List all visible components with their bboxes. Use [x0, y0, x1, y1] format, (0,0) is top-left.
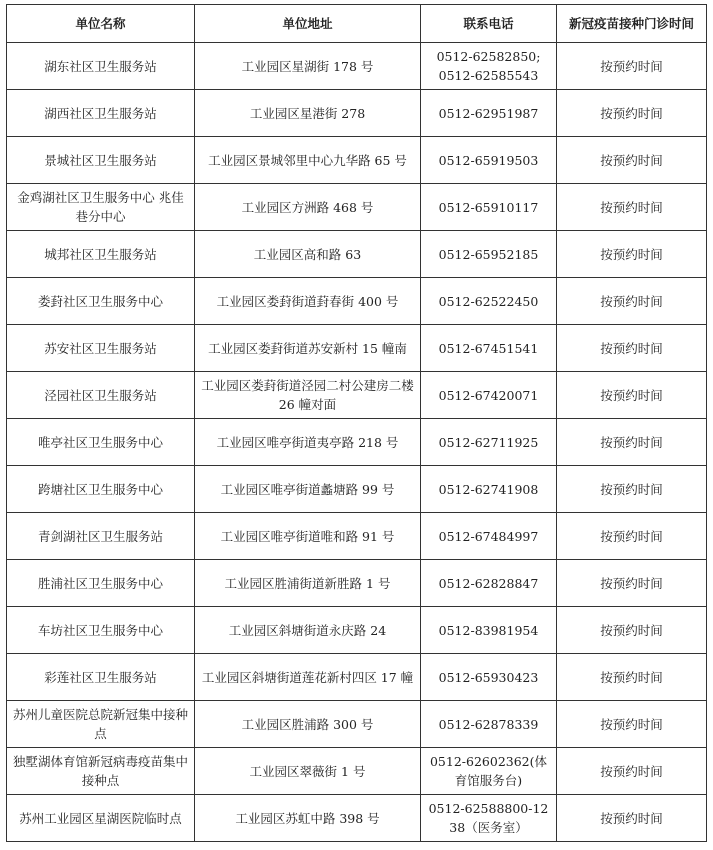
table-row — [7, 419, 707, 466]
unit-address-cell: 工业园区苏虹中路 398 号 — [195, 795, 421, 842]
table-row — [7, 560, 707, 607]
table-row — [7, 795, 707, 842]
unit-name-cell: 泾园社区卫生服务站 — [7, 372, 195, 419]
table-row — [7, 513, 707, 560]
unit-address-cell: 工业园区方洲路 468 号 — [195, 184, 421, 231]
contact-phone-cell: 0512-62588800-1238（医务室） — [421, 795, 557, 842]
contact-phone-cell: 0512-62828847 — [421, 560, 557, 607]
clinic-hours-cell: 按预约时间 — [557, 560, 707, 607]
table-row — [7, 701, 707, 748]
unit-address-cell: 工业园区唯亭街道夷亭路 218 号 — [195, 419, 421, 466]
clinic-hours-cell: 按预约时间 — [557, 513, 707, 560]
contact-phone-cell: 0512-65930423 — [421, 654, 557, 701]
contact-phone-cell: 0512-67484997 — [421, 513, 557, 560]
unit-name-cell: 苏安社区卫生服务站 — [7, 325, 195, 372]
unit-name-cell: 青剑湖社区卫生服务站 — [7, 513, 195, 560]
unit-name-cell: 独墅湖体育馆新冠病毒疫苗集中接种点 — [7, 748, 195, 795]
contact-phone-cell: 0512-62582850; 0512-62585543 — [421, 43, 557, 90]
table-row — [7, 607, 707, 654]
clinic-hours-cell: 按预约时间 — [557, 231, 707, 278]
unit-name-cell: 跨塘社区卫生服务中心 — [7, 466, 195, 513]
contact-phone-cell: 0512-65919503 — [421, 137, 557, 184]
contact-phone-cell: 0512-67420071 — [421, 372, 557, 419]
unit-address-cell: 工业园区星湖街 178 号 — [195, 43, 421, 90]
table-row — [7, 43, 707, 90]
clinic-hours-cell: 按预约时间 — [557, 137, 707, 184]
header-clinic-hours: 新冠疫苗接种门诊时间 — [557, 5, 707, 43]
table-header-row — [7, 5, 707, 43]
header-contact-phone: 联系电话 — [421, 5, 557, 43]
contact-phone-cell: 0512-83981954 — [421, 607, 557, 654]
table-row — [7, 372, 707, 419]
contact-phone-cell: 0512-62522450 — [421, 278, 557, 325]
table-row — [7, 184, 707, 231]
unit-name-cell: 娄葑社区卫生服务中心 — [7, 278, 195, 325]
clinic-hours-cell: 按预约时间 — [557, 419, 707, 466]
unit-address-cell: 工业园区娄葑街道苏安新村 15 幢南 — [195, 325, 421, 372]
clinic-hours-cell: 按预约时间 — [557, 701, 707, 748]
clinic-hours-cell: 按预约时间 — [557, 795, 707, 842]
clinic-hours-cell: 按预约时间 — [557, 607, 707, 654]
unit-name-cell: 唯亭社区卫生服务中心 — [7, 419, 195, 466]
contact-phone-cell: 0512-62741908 — [421, 466, 557, 513]
unit-name-cell: 彩莲社区卫生服务站 — [7, 654, 195, 701]
unit-name-cell: 湖西社区卫生服务站 — [7, 90, 195, 137]
contact-phone-cell: 0512-62951987 — [421, 90, 557, 137]
clinic-hours-cell: 按预约时间 — [557, 372, 707, 419]
unit-address-cell: 工业园区景城邻里中心九华路 65 号 — [195, 137, 421, 184]
table-row — [7, 278, 707, 325]
clinic-hours-cell: 按预约时间 — [557, 466, 707, 513]
unit-address-cell: 工业园区高和路 63 — [195, 231, 421, 278]
clinic-hours-cell: 按预约时间 — [557, 90, 707, 137]
unit-address-cell: 工业园区斜塘街道莲花新村四区 17 幢 — [195, 654, 421, 701]
unit-address-cell: 工业园区翠薇街 1 号 — [195, 748, 421, 795]
clinic-hours-cell: 按预约时间 — [557, 325, 707, 372]
contact-phone-cell: 0512-67451541 — [421, 325, 557, 372]
table-row — [7, 231, 707, 278]
unit-address-cell: 工业园区斜塘街道永庆路 24 — [195, 607, 421, 654]
clinic-hours-cell: 按预约时间 — [557, 278, 707, 325]
table-row — [7, 748, 707, 795]
unit-address-cell: 工业园区娄葑街道葑春街 400 号 — [195, 278, 421, 325]
table-body — [7, 43, 707, 842]
unit-address-cell: 工业园区唯亭街道蠡塘路 99 号 — [195, 466, 421, 513]
unit-name-cell: 湖东社区卫生服务站 — [7, 43, 195, 90]
table-row — [7, 654, 707, 701]
table-row — [7, 90, 707, 137]
contact-phone-cell: 0512-65910117 — [421, 184, 557, 231]
unit-name-cell: 车坊社区卫生服务中心 — [7, 607, 195, 654]
unit-address-cell: 工业园区娄葑街道泾园二村公建房二楼 26 幢对面 — [195, 372, 421, 419]
clinic-hours-cell: 按预约时间 — [557, 184, 707, 231]
unit-name-cell: 金鸡湖社区卫生服务中心 兆佳巷分中心 — [7, 184, 195, 231]
unit-name-cell: 胜浦社区卫生服务中心 — [7, 560, 195, 607]
vaccination-clinic-table — [6, 4, 707, 842]
unit-name-cell: 苏州工业园区星湖医院临时点 — [7, 795, 195, 842]
contact-phone-cell: 0512-62878339 — [421, 701, 557, 748]
unit-name-cell: 城邦社区卫生服务站 — [7, 231, 195, 278]
table-row — [7, 137, 707, 184]
contact-phone-cell: 0512-62602362(体育馆服务台) — [421, 748, 557, 795]
unit-address-cell: 工业园区胜浦街道新胜路 1 号 — [195, 560, 421, 607]
table-row — [7, 325, 707, 372]
table-row — [7, 466, 707, 513]
unit-name-cell: 苏州儿童医院总院新冠集中接种点 — [7, 701, 195, 748]
unit-address-cell: 工业园区星港街 278 — [195, 90, 421, 137]
unit-address-cell: 工业园区唯亭街道唯和路 91 号 — [195, 513, 421, 560]
contact-phone-cell: 0512-65952185 — [421, 231, 557, 278]
unit-name-cell: 景城社区卫生服务站 — [7, 137, 195, 184]
contact-phone-cell: 0512-62711925 — [421, 419, 557, 466]
clinic-hours-cell: 按预约时间 — [557, 654, 707, 701]
header-unit-address: 单位地址 — [195, 5, 421, 43]
header-unit-name: 单位名称 — [7, 5, 195, 43]
unit-address-cell: 工业园区胜浦路 300 号 — [195, 701, 421, 748]
clinic-hours-cell: 按预约时间 — [557, 748, 707, 795]
clinic-hours-cell: 按预约时间 — [557, 43, 707, 90]
